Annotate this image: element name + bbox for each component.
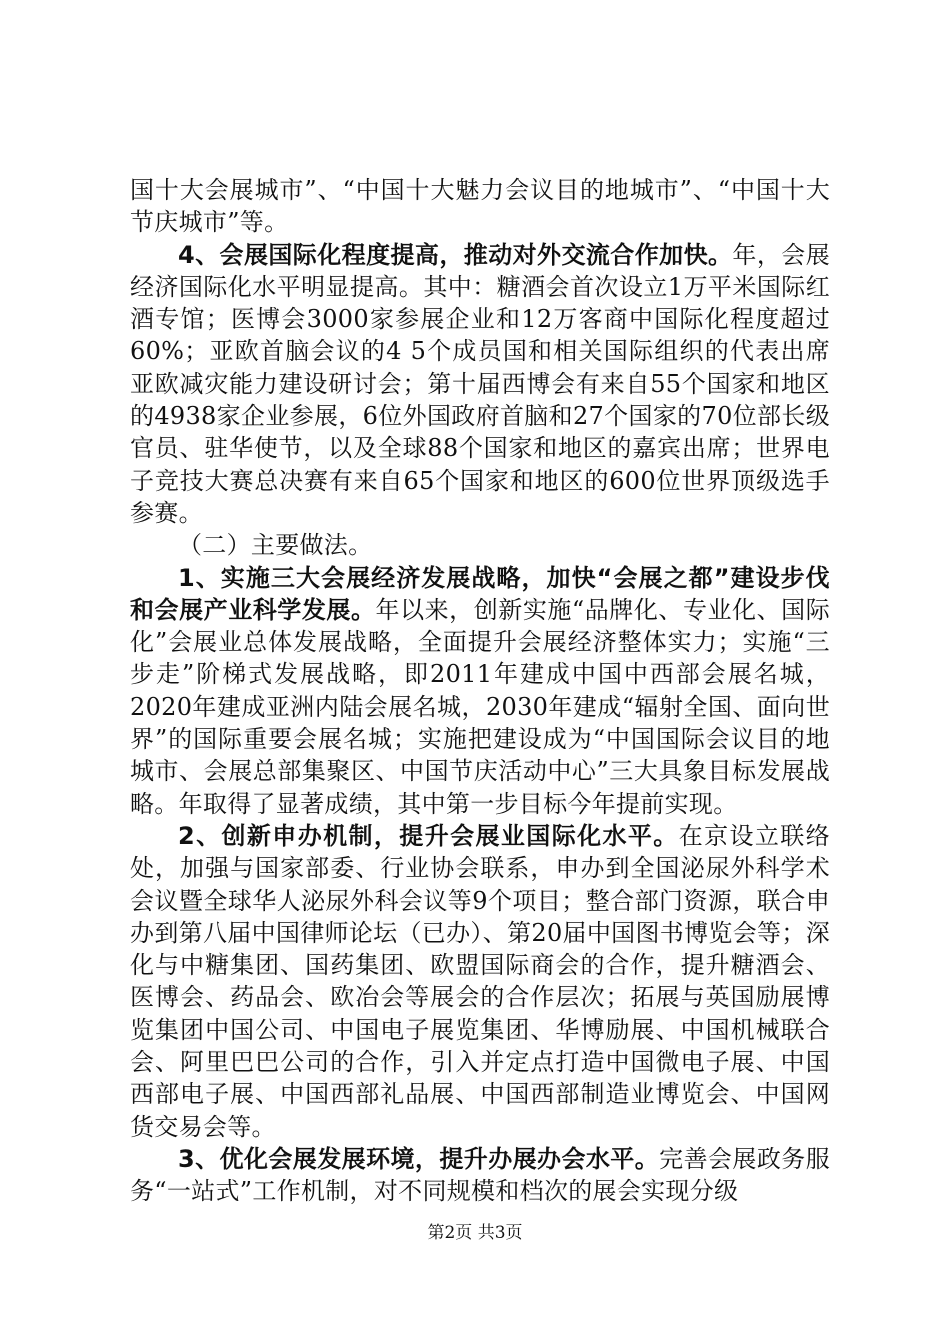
paragraph-internationalization [130, 239, 830, 530]
paragraph-continuation [130, 174, 830, 239]
paragraph-text: 年，会展经济国际化水平明显提高。其中：糖酒会首次设立1万平米国际红酒专馆；医博会3000家参展企业和12万客商中国际化程度超过60%；亚欧首脑会议的4 5个成员国和相关国际组织的代表出席亚欧减灾能力建设研讨会；第十届西博会有来自55个国家和地区的4938家企业参展，6位外国政府首脑和27个国家的70位部长级官员、驻华使节，以及全球88个国家和地区的嘉宾出席；世界电子竞技大赛总决赛有来自65个国家和地区的600位世界顶级选手参赛。 [130, 240, 830, 527]
paragraph-lead: 3、优化会展发展环境，提升办展办会水平。 [178, 1144, 660, 1173]
paragraph-environment [130, 1143, 830, 1208]
paragraph-text: 年以来，创新实施“品牌化、专业化、国际化”会展业总体发展战略，全面提升会展经济整体实力；实施“三步走”阶梯式发展战略，即2011年建成中国中西部会展名城，2020年建成亚洲内陆会展名城，2030年建成“辐射全国、面向世界”的国际重要会展名城；实施把建设成为“中国国际会议目的地城市、会展总部集聚区、中国节庆活动中心”三大具象目标发展战略。年取得了显著成绩，其中第一步目标今年提前实现。 [130, 595, 831, 818]
paragraph-strategy [130, 562, 830, 820]
section-heading-main-practices [130, 529, 830, 561]
paragraph-text: 国十大会展城市”、“中国十大魅力会议目的地城市”、“中国十大节庆城市”等。 [130, 176, 830, 237]
page-footer [0, 1218, 950, 1243]
page-number: 第2页 共3页 [427, 1223, 523, 1243]
paragraph-lead: 2、创新申办机制，提升会展业国际化水平。 [178, 821, 679, 850]
paragraph-text: 在京设立联络处，加强与国家部委、行业协会联系，申办到全国泌尿外科学术会议暨全球华人泌尿外科会议等9个项目；整合部门资源，联合申办到第八届中国律师论坛（已办）、第20届中国图书博览会等；深化与中糖集团、国药集团、欧盟国际商会的合作，提升糖酒会、医博会、药品会、欧冶会等展会的合作层次；拓展与英国励展博览集团中国公司、中国电子展览集团、华博励展、中国机械联合会、阿里巴巴公司的合作，引入并定点打造中国微电子展、中国西部电子展、中国西部礼品展、中国西部制造业博览会、中国网货交易会等。 [130, 821, 830, 1141]
paragraph-text: （二）主要做法。 [178, 531, 373, 560]
paragraph-lead: 1、实施三大会展经济发展战略，加快“会展之都”建设步伐和会展产业科学发展。 [130, 563, 830, 624]
document-body [130, 174, 830, 1208]
paragraph-text: 完善会展政务服务“一站式”工作机制，对不同规模和档次的展会实现分级 [130, 1144, 830, 1206]
paragraph-lead: 4、会展国际化程度提高，推动对外交流合作加快。 [178, 240, 733, 269]
paragraph-bidding-mechanism [130, 820, 830, 1143]
